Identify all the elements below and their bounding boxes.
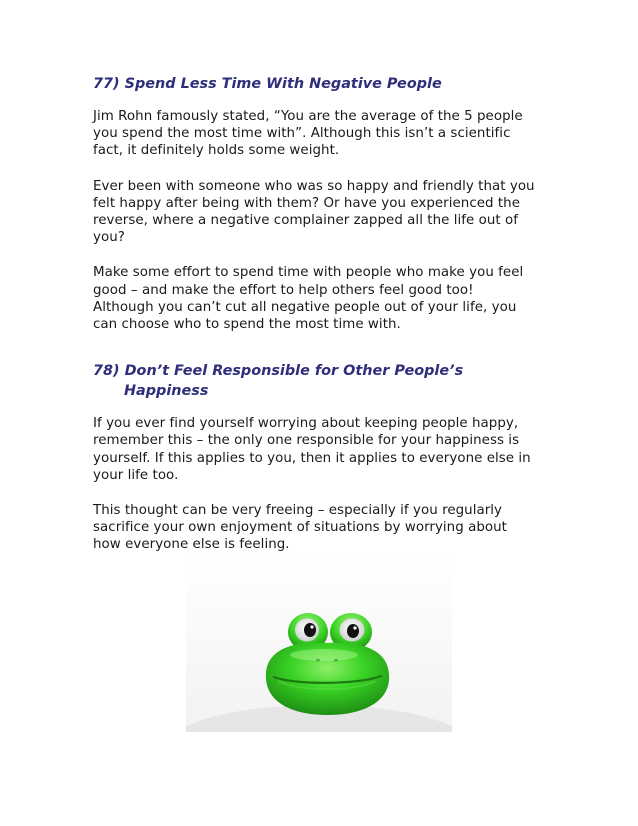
- text-line: felt happy after being with them? Or have you experienced the: [93, 195, 521, 211]
- text-line: good – and make the effort to help others feel good too!: [93, 282, 474, 298]
- text-line: fact, it definitely holds some weight.: [93, 143, 340, 159]
- section-77-paragraph-2: [93, 178, 553, 247]
- document-content: [93, 74, 553, 572]
- frog-head-highlight: [290, 649, 358, 661]
- frog-toy-image: [186, 555, 452, 732]
- text-line: reverse, where a negative complainer zapped all the life out of: [93, 213, 518, 229]
- text-line: If you ever find yourself worrying about keeping people happy,: [93, 416, 519, 432]
- section-78-heading-line-2: Happiness: [124, 383, 209, 400]
- text-line: This thought can be very freeing – especially if you regularly: [93, 503, 503, 519]
- text-line: yourself. If this applies to you, then it applies to everyone else in: [93, 450, 531, 466]
- text-line: Ever been with someone who was so happy and friendly that you: [93, 178, 535, 194]
- section-78-paragraph-1: [93, 415, 553, 484]
- section-78-heading: [93, 361, 553, 401]
- text-line: Make some effort to spend time with people who make you feel: [93, 265, 524, 281]
- section-77-heading: [93, 74, 553, 94]
- frog-right-pupil: [347, 624, 359, 638]
- frog-right-eye-glint: [353, 626, 356, 629]
- section-77-paragraph-1: [93, 108, 553, 160]
- text-line: can choose who to spend the most time with.: [93, 317, 401, 333]
- text-line: you?: [93, 230, 125, 246]
- text-line: Although you can’t cut all negative people out of your life, you: [93, 299, 517, 315]
- section-78-heading-line-1: 78) Don’t Feel Responsible for Other People’s: [93, 363, 464, 380]
- section-77-heading-text: 77) Spend Less Time With Negative People: [93, 76, 442, 92]
- frog-left-eye-glint: [310, 625, 313, 628]
- text-line: your life too.: [93, 467, 179, 483]
- text-line: you spend the most time with”. Although this isn’t a scientific: [93, 126, 511, 142]
- text-line: how everyone else is feeling.: [93, 537, 290, 553]
- section-77-paragraph-3: [93, 264, 553, 333]
- text-line: sacrifice your own enjoyment of situations by worrying about: [93, 520, 507, 536]
- text-line: remember this – the only one responsible for your happiness is: [93, 433, 520, 449]
- frog-left-pupil: [304, 623, 316, 637]
- text-line: Jim Rohn famously stated, “You are the average of the 5 people: [93, 109, 523, 124]
- section-78-paragraph-2: [93, 502, 553, 554]
